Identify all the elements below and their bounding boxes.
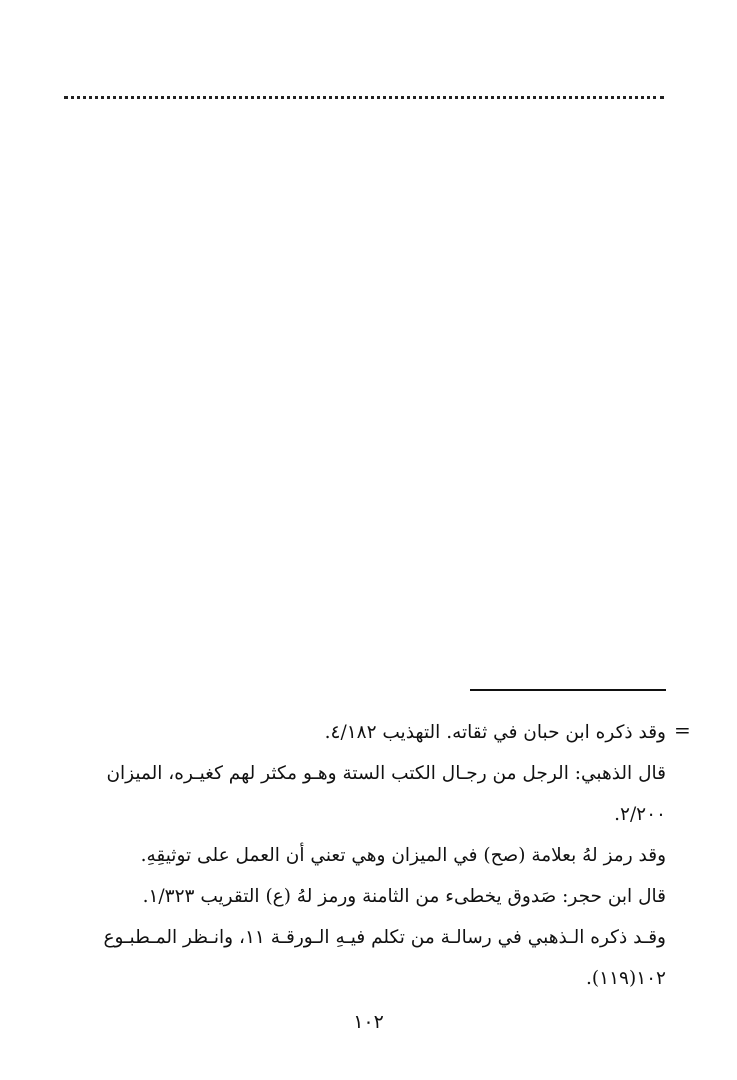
footnote-line: وقد رمز لهُ بعلامة (صح) في الميزان وهي تعني أن العمل على توثيقِهِ. xyxy=(140,845,666,866)
footnote-line: ١٠٢(١١٩). xyxy=(586,968,666,989)
footnote-separator-rule xyxy=(470,689,666,691)
footnote-line: وقد ذكره ابن حبان في ثقاته. التهذيب ٤/١٨٢. xyxy=(324,722,666,743)
dotted-separator xyxy=(64,96,664,99)
page-number: ١٠٢ xyxy=(353,1011,384,1033)
footnote-line: قال الذهبي: الرجل من رجـال الكتب الستة وهـو مكثر لهم كغيـره، الميزان xyxy=(106,763,666,784)
footnote-line: ٢/٢٠٠. xyxy=(614,804,666,825)
footnote-continuation-mark: = xyxy=(674,718,691,742)
footnote-line: قال ابن حجر: صَدوق يخطىء من الثامنة ورمز لهُ (ع) التقريب ١/٣٢٣. xyxy=(142,886,666,907)
footnote-line: وقـد ذكره الـذهبي في رسالـة من تكلم فيـهِ الـورقـة ١١، وانـظر المـطبـوع xyxy=(103,927,666,948)
footnotes-block xyxy=(68,712,666,999)
